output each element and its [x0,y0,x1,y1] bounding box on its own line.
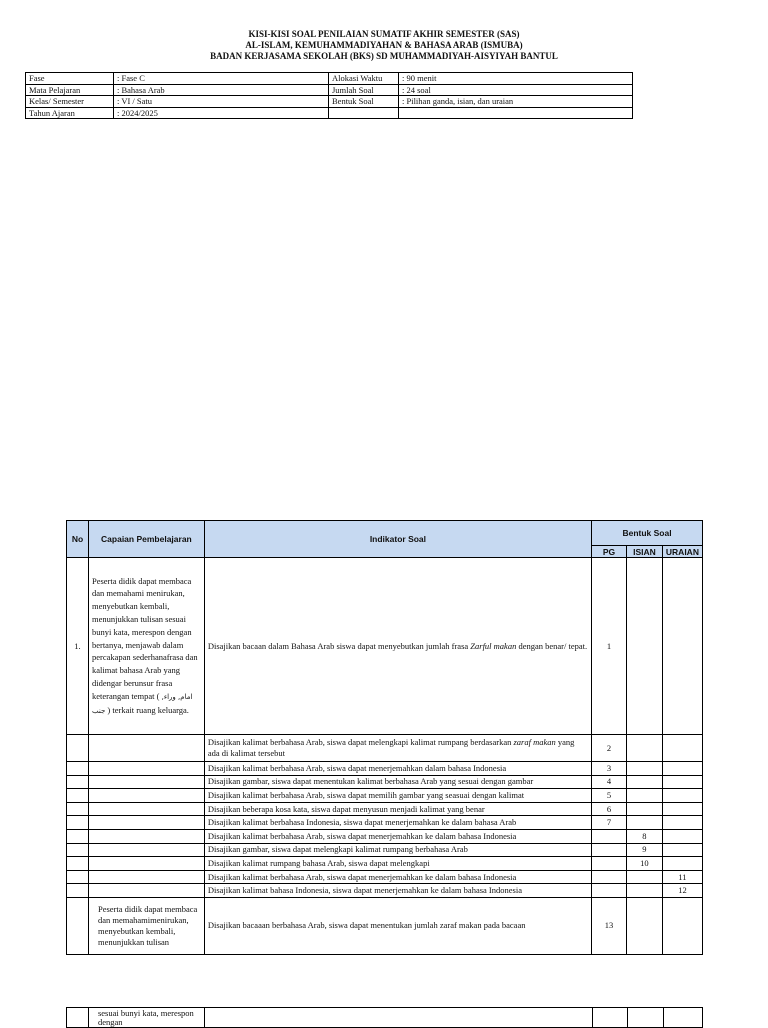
header-uraian: URAIAN [662,546,702,558]
mapel-label: Mata Pelajaran [26,84,114,96]
indikator-italic: zaraf makan [513,737,556,747]
jumlah-value: : 24 soal [399,84,633,96]
empty-cell [329,107,399,119]
kisi-kisi-table-continued [66,1007,703,1028]
indikator-cell [204,735,591,762]
pg-cell: 6 [592,802,627,816]
header-capaian: Capaian Pembelajaran [88,521,204,558]
pg-cell: 4 [592,775,627,789]
indikator-cell: Disajikan kalimat berbahasa Indonesia, siswa dapat menerjemahkan ke dalam bahasa Arab [204,816,591,830]
bentuk-value: : Pilihan ganda, isian, dan uraian [399,96,633,108]
indikator-italic: Zarful makan [470,640,517,651]
tahun-label: Tahun Ajaran [26,107,114,119]
doc-title-line1: KISI-KISI SOAL PENILAIAN SUMATIF AKHIR SEMESTER (SAS) [248,29,520,39]
fase-label: Fase [26,73,114,85]
jumlah-label: Jumlah Soal [329,84,399,96]
table-row [67,762,703,776]
header-no: No [67,521,89,558]
mapel-value: : Bahasa Arab [114,84,329,96]
indikator-cell: Disajikan kalimat berbahasa Arab, siswa dapat menerjemahkan ke dalam bahasa Indonesia [204,829,591,843]
pg-cell: 2 [592,735,627,762]
table-row [67,829,703,843]
indikator-cell: Disajikan kalimat rumpang bahasa Arab, siswa dapat melengkapi [204,857,591,871]
uraian-cell: 11 [662,870,702,884]
alokasi-label: Alokasi Waktu [329,73,399,85]
capaian-cell [88,558,204,735]
isian-cell: 10 [626,857,662,871]
indikator-text: Disajikan kalimat berbahasa Arab, siswa dapat melengkapi kalimat rumpang berdasarkan [207,737,514,747]
indikator-cell: Disajikan bacaaan berbahasa Arab, siswa dapat menentukan jumlah zaraf makan pada bacaan [204,897,591,954]
indikator-cell: Disajikan kalimat berbahasa Arab, siswa dapat menerjemahkan ke dalam bahasa Indonesia [204,870,591,884]
indikator-cell: Disajikan gambar, siswa dapat menentukan kalimat berbahasa Arab yang sesuai dengan gambar [204,775,591,789]
table-row [67,897,703,954]
table-row [67,843,703,857]
header-bentuk-soal: Bentuk Soal [592,521,703,546]
header-isian: ISIAN [626,546,662,558]
bentuk-label: Bentuk Soal [329,96,399,108]
fase-value: : Fase C [114,73,329,85]
table-row [67,816,703,830]
pg-cell: 5 [592,789,627,803]
empty-cell [399,107,633,119]
capaian-cell: sesuai bunyi kata, merespon dengan [88,1008,204,1028]
indikator-cell: Disajikan beberapa kosa kata, siswa dapat menyusun menjadi kalimat yang benar [204,802,591,816]
uraian-cell [662,558,702,735]
kelas-label: Kelas/ Semester [26,96,114,108]
indikator-text: dengan benar/ tepat. [516,640,588,651]
indikator-cell [204,558,591,735]
kelas-value: : VI / Satu [114,96,329,108]
table-row [67,558,703,735]
table-row [67,870,703,884]
indikator-cell: Disajikan kalimat bahasa Indonesia, siswa dapat menerjemahkan ke dalam bahasa Indonesia [204,884,591,898]
arabic-text: امام, وراء, جنب [91,692,193,715]
tahun-value: : 2024/2025 [114,107,329,119]
doc-title-line3: BADAN KERJASAMA SEKOLAH (BKS) SD MUHAMMADIYAH-AISYIYAH BANTUL [210,51,558,61]
table-row [67,1008,703,1028]
header-indikator: Indikator Soal [204,521,591,558]
pg-cell: 7 [592,816,627,830]
capaian-text: Peserta didik dapat membaca dan memahami menirukan, menyebutkan kembali, menunjukkan tulisan sesuai bunyi kata, merespon dengan bertanya, menjawab dalam percakapan sederhanafrasa dan kalimat bahasa Arab yang didengar berunsur frasa keterangan tempat ( [91,575,198,701]
pg-cell: 3 [592,762,627,776]
table-row [67,735,703,762]
kisi-kisi-table [66,520,703,955]
table-row [67,802,703,816]
header-pg: PG [592,546,627,558]
indikator-cell: Disajikan kalimat berbahasa Arab, siswa dapat memilih gambar yang seasuai dengan kalimat [204,789,591,803]
uraian-cell: 12 [662,884,702,898]
pg-cell: 1 [592,558,627,735]
table-row [67,789,703,803]
table-row [67,857,703,871]
indikator-cell: Disajikan gambar, siswa dapat melengkapi kalimat rumpang berbahasa Arab [204,843,591,857]
indikator-text: Disajikan bacaan dalam Bahasa Arab siswa dapat menyebutkan jumlah frasa [207,640,471,651]
table-row [67,884,703,898]
doc-title-line2: AL-ISLAM, KEMUHAMMADIYAHAN & BAHASA ARAB (ISMUBA) [245,40,523,50]
row-number: 1. [67,558,89,735]
isian-cell: 9 [626,843,662,857]
isian-cell [626,558,662,735]
isian-cell: 8 [626,829,662,843]
capaian-text: ) terkait ruang keluarga. [107,704,189,715]
table-row [67,775,703,789]
alokasi-value: : 90 menit [399,73,633,85]
pg-cell: 13 [592,897,627,954]
info-table [25,72,633,119]
capaian-cell: Peserta didik dapat membaca dan memahamimenirukan, menyebutkan kembali, menunjukkan tulisan [88,897,204,954]
indikator-cell: Disajikan kalimat berbahasa Arab, siswa dapat menerjemahkan dalam bahasa Indonesia [204,762,591,776]
indikator-text: yang ada di kalimat tersebut [207,737,575,758]
